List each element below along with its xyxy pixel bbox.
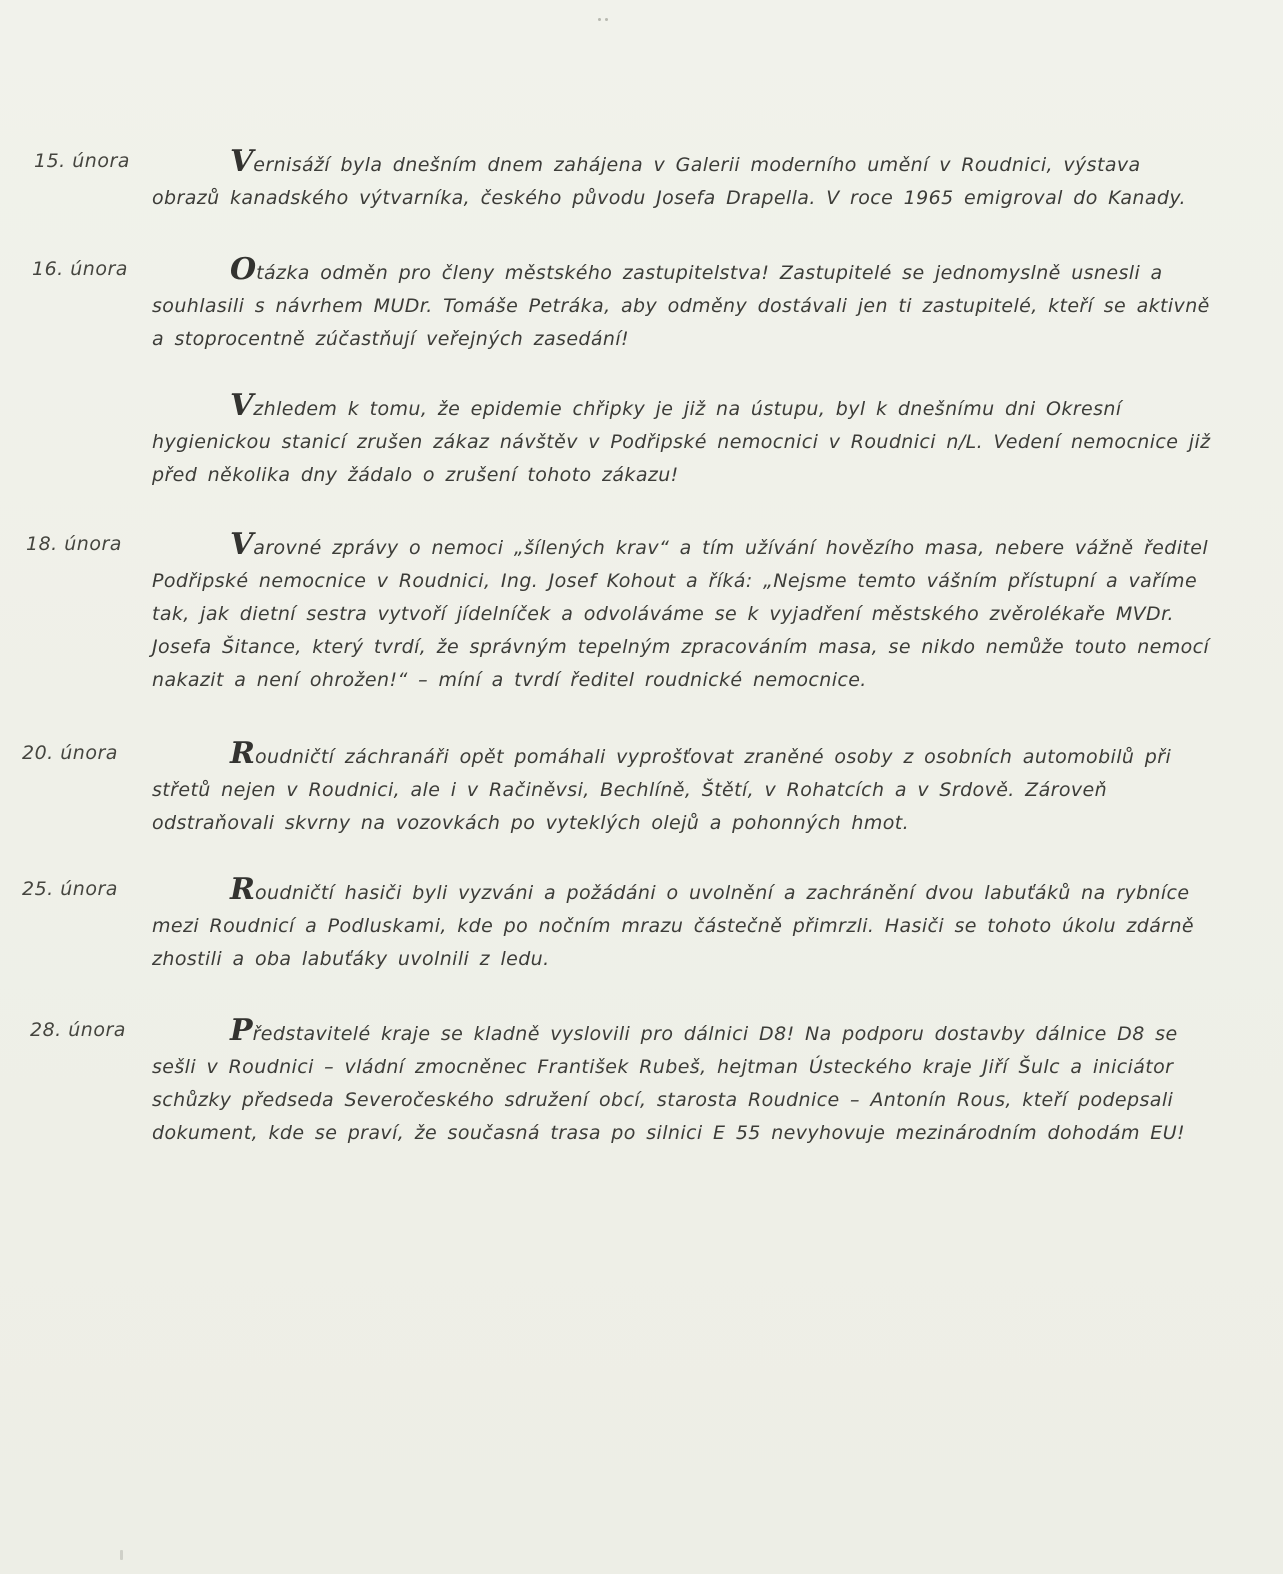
entry-date: 18. února (26, 533, 122, 555)
entry-paragraph (152, 389, 1218, 492)
paragraph-text: arovné zprávy o nemoci „šílených krav“ a tím užívání hovězího masa, nebere vážně ředitel Podřipské nemocnice v Roudnici, Ing. Josef Kohout a říká: „Nejsme temto vášním přístupní a vaříme tak, jak dietní sestra vytvoří jídelníček a odvoláváme se k vyjadření městského zvěrolékaře MVDr. Josefa Šitance, který tvrdí, že správným tepelným zpracováním masa, se nikdo nemůže touto nemocí nakazit a není ohrožen!“ – míní a tvrdí ředitel roudnické nemocnice. (152, 537, 1210, 691)
paragraph-initial: R (230, 872, 255, 907)
entry-paragraph (152, 737, 1218, 840)
page-edge-mark (120, 1550, 123, 1560)
entry-date: 20. února (22, 742, 118, 764)
entry-paragraph (152, 145, 1218, 215)
paragraph-text: ernisáží byla dnešním dnem zahájena v Galerii moderního umění v Roudnici, výstava obrazů kanadského výtvarníka, českého původu Josefa Drapella. V roce 1965 emigroval do Kanady. (152, 154, 1186, 209)
paragraph-initial: V (230, 527, 254, 562)
entry-paragraph (152, 528, 1218, 697)
paragraph-text: oudničtí hasiči byli vyzváni a požádáni o uvolnění a zachránění dvou labuťáků na rybníce mezi Roudnicí a Podluskami, kde po nočním mrazu částečně přimrzli. Hasiči se tohoto úkolu zdárně zhostili a oba labuťáky uvolnili z ledu. (152, 882, 1195, 970)
entry-paragraph (152, 873, 1218, 976)
paragraph-text: tázka odměn pro členy městského zastupitelstva! Zastupitelé se jednomyslně usnesli a souhlasili s návrhem MUDr. Tomáše Petráka, aby odměny dostávali jen ti zastupitelé, kteří se aktivně a stoprocentně zúčastňují veřejných zasedání! (152, 262, 1210, 350)
entry-date: 15. února (34, 150, 130, 172)
paragraph-initial: R (230, 736, 255, 771)
page-top-marks (598, 6, 612, 10)
paragraph-text: ředstavitelé kraje se kladně vyslovili pro dálnici D8! Na podporu dostavby dálnice D8 se sešli v Roudnici – vládní zmocněnec František Rubeš, hejtman Ústeckého kraje Jiří Šulc a iniciátor schůzky předseda Severočeského sdružení obcí, starosta Roudnice – Antonín Rous, kteří podepsali dokument, kde se praví, že současná trasa po silnici E 55 nevyhovuje mezinárodním dohodám EU! (152, 1023, 1186, 1144)
paragraph-initial: P (230, 1013, 253, 1048)
entry-date: 16. února (32, 258, 128, 280)
entry-paragraph (152, 253, 1218, 356)
entry-date: 28. února (30, 1019, 126, 1041)
paragraph-text: zhledem k tomu, že epidemie chřipky je již na ústupu, byl k dnešnímu dni Okresní hygienickou stanicí zrušen zákaz návštěv v Podřipské nemocnici v Roudnici n/L. Vedení nemocnice již před několika dny žádalo o zrušení tohoto zákazu! (152, 398, 1211, 486)
paragraph-text: oudničtí záchranáři opět pomáhali vyprošťovat zraněné osoby z osobních automobilů při střetů nejen v Roudnici, ale i v Račiněvsi, Bechlíně, Štětí, v Rohatcích a v Srdově. Zároveň odstraňovali skvrny na vozovkách po vyteklých olejů a pohonných hmot. (152, 746, 1172, 834)
paragraph-initial: O (230, 252, 257, 287)
entry-paragraph (152, 1014, 1218, 1150)
paragraph-initial: V (230, 388, 254, 423)
entry-date: 25. února (22, 878, 118, 900)
paragraph-initial: V (230, 144, 254, 179)
